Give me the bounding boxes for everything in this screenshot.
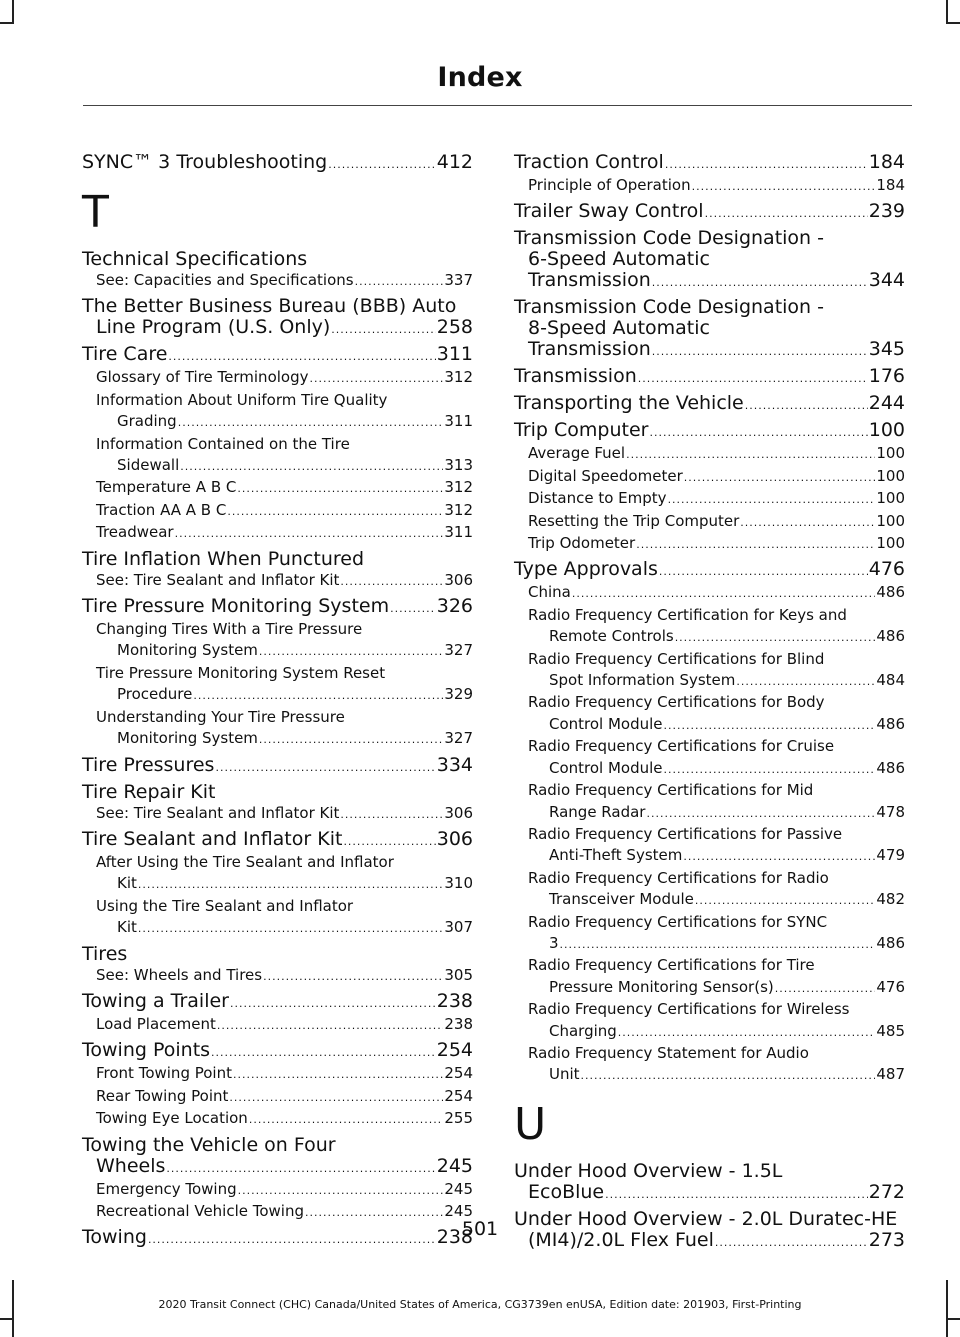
index-entry (82, 778, 473, 803)
page-reference[interactable]: 485 (876, 1021, 905, 1040)
dot-leader (665, 154, 868, 175)
dot-leader (259, 641, 443, 662)
entry-text: (MI4)/2.0L Flex Fuel (528, 1228, 714, 1251)
page-reference[interactable]: 100 (876, 466, 905, 485)
entry-text: Radio Frequency Certifications for Mid (528, 781, 814, 800)
dot-leader (646, 803, 875, 824)
entry-text: Range Radar (549, 802, 646, 821)
page-reference[interactable]: 327 (444, 641, 473, 660)
page-reference[interactable]: 312 (444, 500, 473, 519)
index-entry (82, 987, 473, 1014)
entry-text: Radio Frequency Certifications for Passive (528, 824, 843, 843)
page-number: 501 (461, 1218, 499, 1240)
entry-text: Information About Uniform Tire Quality (96, 390, 388, 409)
dot-leader (638, 368, 868, 389)
dot-leader (705, 203, 868, 224)
entry-text: Load Placement (96, 1014, 216, 1033)
index-entry (82, 825, 473, 852)
index-subentry (82, 390, 473, 434)
index-entry (82, 545, 473, 570)
page-title: Index (437, 62, 523, 93)
entry-text: Type Approvals (514, 558, 658, 581)
page-reference[interactable]: 258 (436, 316, 473, 339)
entry-text: Towing the Vehicle on Four (82, 1133, 336, 1156)
index-subentry (514, 511, 905, 533)
page-reference[interactable]: 312 (444, 478, 473, 497)
page-reference[interactable]: 311 (436, 343, 473, 366)
index-subentry (514, 955, 905, 999)
crop-mark (946, 1318, 960, 1320)
entry-text: Tire Pressures (82, 753, 215, 776)
dot-leader (745, 395, 868, 416)
entry-text: 6-Speed Automatic (528, 248, 710, 271)
entry-text: Remote Controls (549, 627, 674, 646)
crop-mark (0, 22, 14, 24)
index-entry (82, 340, 473, 367)
dot-leader (683, 846, 875, 867)
page-reference[interactable]: 100 (876, 444, 905, 463)
entry-text: Average Fuel (528, 444, 626, 463)
dot-leader (166, 1158, 435, 1179)
header-divider (83, 105, 912, 106)
index-subentry (82, 434, 473, 478)
page-reference[interactable]: 238 (444, 1014, 473, 1033)
entry-text: Tire Sealant and Inflator Kit (82, 827, 343, 850)
entry-text: 8-Speed Automatic (528, 317, 710, 340)
entry-text: Kit (117, 918, 137, 937)
page-reference[interactable]: 305 (444, 965, 473, 984)
index-subentry (514, 780, 905, 824)
index-subentry (514, 999, 905, 1043)
dot-leader (230, 993, 436, 1014)
index-subentry (82, 477, 473, 499)
page-reference[interactable]: 254 (436, 1039, 473, 1062)
page-reference[interactable]: 486 (876, 583, 905, 602)
dot-leader (684, 467, 876, 488)
index-subentry (82, 896, 473, 940)
page-reference[interactable]: 486 (876, 758, 905, 777)
dot-leader (626, 444, 875, 465)
entry-text: Digital Speedometer (528, 466, 683, 485)
crop-mark (12, 0, 14, 24)
index-subentry (82, 619, 473, 663)
page-reference[interactable]: 479 (876, 846, 905, 865)
page-reference[interactable]: 482 (876, 890, 905, 909)
index-entry (82, 751, 473, 778)
entry-text: Monitoring System (117, 641, 258, 660)
page-reference[interactable]: 306 (444, 570, 473, 589)
index-column-left (82, 148, 473, 1250)
entry-text: Kit (117, 874, 137, 893)
page-reference[interactable]: 476 (876, 977, 905, 996)
dot-leader (618, 1022, 876, 1043)
page-reference[interactable]: 239 (868, 200, 905, 223)
index-subentry (514, 736, 905, 780)
page-reference[interactable]: 478 (876, 802, 905, 821)
entry-text: Using the Tire Sealant and Inflator (96, 896, 354, 915)
entry-text: Radio Frequency Certifications for Tire (528, 956, 815, 975)
entry-text: Radio Frequency Certifications for Wireless (528, 1000, 850, 1019)
entry-text: Traction AA A B C (96, 500, 227, 519)
entry-text: Line Program (U.S. Only) (96, 316, 331, 339)
page-reference[interactable]: 337 (444, 271, 473, 289)
dot-leader (636, 534, 875, 555)
page-reference[interactable]: 255 (444, 1109, 473, 1128)
dot-leader (217, 1015, 443, 1036)
dot-leader (659, 561, 868, 582)
entry-text: Radio Frequency Certifications for Blind (528, 649, 825, 668)
index-subentry (514, 649, 905, 693)
page-reference[interactable]: 272 (868, 1180, 905, 1203)
index-subentry (514, 466, 905, 488)
index-entry (514, 148, 905, 175)
entry-text: See: Tire Sealant and Inflator Kit (96, 803, 340, 822)
entry-text: Spot Information System (549, 671, 736, 690)
entry-text: Treadwear (96, 523, 174, 542)
index-entry (82, 292, 473, 340)
dot-leader (263, 966, 443, 987)
page-reference[interactable]: 312 (444, 368, 473, 387)
page-reference[interactable]: 100 (876, 511, 905, 530)
entry-text: Control Module (549, 714, 663, 733)
entry-text: Rear Towing Point (96, 1086, 229, 1105)
page-reference[interactable]: 311 (444, 412, 473, 431)
page-reference[interactable]: 327 (444, 729, 473, 748)
index-subentry (82, 663, 473, 707)
entry-text: Radio Frequency Certification for Keys and (528, 605, 847, 624)
entry-text: Towing Points (82, 1039, 211, 1062)
dot-leader (178, 412, 444, 433)
entry-text: China (528, 583, 571, 602)
entry-text: Towing Eye Location (96, 1109, 248, 1128)
dot-leader (652, 272, 868, 293)
index-entry (514, 224, 905, 293)
dot-leader (664, 715, 876, 736)
entry-text: Radio Frequency Certifications for Body (528, 693, 825, 712)
page-reference[interactable]: 245 (444, 1179, 473, 1198)
entry-text: Sidewall (117, 456, 180, 475)
index-subentry (82, 707, 473, 751)
dot-leader (309, 368, 443, 389)
index-entry (82, 148, 473, 175)
entry-text: Wheels (96, 1154, 166, 1177)
index-letter-heading: T (82, 187, 109, 238)
dot-leader (229, 1087, 443, 1108)
dot-leader (138, 918, 443, 939)
page-reference[interactable]: 245 (444, 1201, 473, 1220)
entry-text: Glossary of Tire Terminology (96, 368, 309, 387)
page-reference[interactable]: 100 (876, 489, 905, 508)
dot-leader (355, 271, 444, 292)
entry-text: Trailer Sway Control (514, 200, 704, 223)
entry-text: After Using the Tire Sealant and Inflator (96, 852, 394, 871)
index-subentry (82, 803, 473, 825)
page-reference[interactable]: 486 (876, 933, 905, 952)
dot-leader (175, 523, 444, 544)
entry-text: Understanding Your Tire Pressure (96, 707, 345, 726)
index-entry (514, 416, 905, 443)
dot-leader (649, 422, 867, 443)
entry-text: Transmission Code Designation - (514, 296, 824, 319)
page-reference[interactable]: 184 (876, 176, 905, 194)
index-entry (82, 1036, 473, 1063)
dot-leader (138, 874, 443, 895)
dot-leader (343, 831, 435, 852)
entry-text: Distance to Empty (528, 489, 667, 508)
dot-leader (668, 489, 876, 510)
index-subentry (514, 488, 905, 510)
entry-text: EcoBlue (528, 1180, 605, 1203)
index-entry (514, 389, 905, 416)
crop-mark (946, 22, 960, 24)
dot-leader (675, 627, 876, 648)
page-reference[interactable]: 334 (436, 753, 473, 776)
crop-mark (946, 0, 948, 24)
entry-text: Radio Frequency Certifications for Cruise (528, 737, 835, 756)
entry-text: Traction Control (514, 151, 664, 173)
index-letter-heading: U (514, 1098, 547, 1150)
entry-text: Procedure (117, 685, 193, 704)
entry-text: Tire Repair Kit (82, 780, 216, 803)
entry-text: Tire Inflation When Punctured (82, 547, 365, 570)
entry-text: Front Towing Point (96, 1064, 232, 1083)
page-reference[interactable]: 486 (876, 714, 905, 733)
entry-text: Radio Frequency Certifications for SYNC (528, 912, 828, 931)
entry-text: Tires (82, 942, 128, 965)
index-subentry (514, 912, 905, 956)
page-reference[interactable]: 244 (868, 392, 905, 415)
page-reference[interactable]: 273 (868, 1228, 905, 1251)
dot-leader (664, 759, 876, 780)
entry-text: 3 (549, 933, 559, 952)
dot-leader (605, 1184, 868, 1205)
page-reference[interactable]: 100 (868, 419, 905, 442)
entry-text: SYNC™ 3 Troubleshooting (82, 151, 328, 173)
entry-text: See: Tire Sealant and Inflator Kit (96, 570, 340, 589)
page-reference[interactable]: 486 (876, 627, 905, 646)
entry-text: See: Capacities and Specifications (96, 271, 354, 289)
entry-text: Transmission Code Designation - (514, 227, 824, 250)
page-reference[interactable]: 306 (436, 827, 473, 850)
entry-text: Control Module (549, 758, 663, 777)
entry-text: Transmission (514, 365, 637, 388)
dot-leader (227, 501, 443, 522)
dot-leader (390, 598, 436, 619)
entry-text: Towing a Trailer (82, 989, 229, 1012)
entry-text: Principle of Operation (528, 176, 691, 194)
index-entry (82, 592, 473, 619)
index-subentry (514, 443, 905, 465)
index-subentry (82, 570, 473, 592)
entry-text: Trip Odometer (528, 534, 636, 553)
index-subentry (82, 270, 473, 292)
page-reference[interactable]: 306 (444, 803, 473, 822)
dot-leader (652, 341, 868, 362)
page-reference[interactable]: 100 (876, 534, 905, 553)
page-reference[interactable]: 313 (444, 456, 473, 475)
page-reference[interactable]: 238 (436, 989, 473, 1012)
page-reference[interactable]: 326 (436, 595, 473, 618)
entry-text: Radio Frequency Certifications for Radio (528, 868, 829, 887)
dot-leader (259, 729, 443, 750)
page-reference[interactable]: 238 (436, 1226, 473, 1249)
entry-text: Anti-Theft System (549, 846, 683, 865)
entry-text: Technical Specifications (82, 248, 308, 270)
page-reference[interactable]: 176 (868, 365, 905, 388)
page-reference[interactable]: 412 (436, 151, 473, 173)
index-entry (514, 293, 905, 362)
index-entry (514, 362, 905, 389)
dot-leader (328, 154, 435, 175)
page-reference[interactable]: 307 (444, 918, 473, 937)
index-subentry (82, 1179, 473, 1201)
index-entry (82, 245, 473, 270)
entry-text: Resetting the Trip Computer (528, 511, 740, 530)
index-entry (82, 940, 473, 965)
page-reference[interactable]: 484 (876, 671, 905, 690)
index-subentry (82, 367, 473, 389)
dot-leader (581, 1065, 876, 1086)
entry-text: Charging (549, 1021, 617, 1040)
page-reference[interactable]: 310 (444, 874, 473, 893)
page-reference[interactable]: 311 (444, 523, 473, 542)
index-subentry (82, 1063, 473, 1085)
entry-text: The Better Business Bureau (BBB) Auto (82, 295, 457, 318)
entry-text: Transmission (528, 269, 651, 292)
index-subentry (514, 1043, 905, 1087)
index-entry (514, 555, 905, 582)
entry-text: Temperature A B C (96, 478, 237, 497)
entry-text: Tire Pressure Monitoring System (82, 595, 390, 618)
crop-mark (0, 1318, 14, 1320)
entry-text: Tire Pressure Monitoring System Reset (96, 663, 386, 682)
entry-text: Under Hood Overview - 2.0L Duratec-HE (514, 1207, 898, 1230)
index-subentry (82, 500, 473, 522)
entry-text: Transceiver Module (549, 890, 694, 909)
index-subentry (82, 965, 473, 987)
index-subentry (514, 824, 905, 868)
index-subentry (514, 175, 905, 197)
entry-text: Towing (82, 1226, 147, 1249)
entry-text: Information Contained on the Tire (96, 434, 350, 453)
dot-leader (211, 1042, 436, 1063)
page-reference[interactable]: 487 (876, 1065, 905, 1084)
dot-leader (740, 512, 875, 533)
index-subentry (82, 852, 473, 896)
entry-text: Under Hood Overview - 1.5L (514, 1159, 783, 1182)
index-subentry (514, 692, 905, 736)
index-entry (514, 197, 905, 224)
index-subentry (82, 1086, 473, 1108)
dot-leader (180, 456, 443, 477)
entry-text: Trip Computer (514, 419, 649, 442)
entry-text: Transmission (528, 338, 651, 361)
entry-text: Recreational Vehicle Towing (96, 1201, 305, 1220)
entry-text: Emergency Towing (96, 1179, 237, 1198)
entry-text: Tire Care (82, 343, 168, 366)
entry-text: Grading (117, 412, 177, 431)
index-subentry (82, 522, 473, 544)
dot-leader (331, 319, 435, 340)
page-reference[interactable]: 344 (868, 269, 905, 292)
page-reference[interactable]: 184 (868, 151, 905, 173)
dot-leader (238, 1180, 444, 1201)
entry-text: Monitoring System (117, 729, 258, 748)
entry-text: Unit (549, 1065, 580, 1084)
entry-text: Transporting the Vehicle (514, 392, 744, 415)
dot-leader (572, 583, 876, 604)
index-column-right (514, 148, 905, 1253)
index-subentry (514, 582, 905, 604)
index-subentry (82, 1014, 473, 1036)
entry-text: Radio Frequency Statement for Audio (528, 1043, 809, 1062)
dot-leader (249, 1109, 444, 1130)
dot-leader (215, 757, 435, 778)
dot-leader (775, 978, 876, 999)
dot-leader (736, 671, 875, 692)
page-reference[interactable]: 476 (868, 558, 905, 581)
dot-leader (168, 346, 435, 367)
index-entry (514, 1157, 905, 1205)
index-subentry (514, 868, 905, 912)
page-reference[interactable]: 329 (444, 685, 473, 704)
page-reference[interactable]: 345 (868, 338, 905, 361)
dot-leader (695, 890, 875, 911)
dot-leader (560, 934, 876, 955)
page-reference[interactable]: 245 (436, 1154, 473, 1177)
dot-leader (340, 571, 443, 592)
entry-text: Changing Tires With a Tire Pressure (96, 620, 363, 639)
index-entry (82, 1131, 473, 1179)
page-reference[interactable]: 254 (444, 1064, 473, 1083)
index-subentry (514, 605, 905, 649)
footer-text: 2020 Transit Connect (CHC) Canada/United States of America, CG3739en enUSA, Edition date: 201903, First-Printing (158, 1298, 802, 1311)
index-subentry (82, 1108, 473, 1130)
entry-text: Pressure Monitoring Sensor(s) (549, 977, 774, 996)
entry-text: See: Wheels and Tires (96, 965, 263, 984)
page-reference[interactable]: 254 (444, 1086, 473, 1105)
dot-leader (233, 1064, 443, 1085)
dot-leader (340, 804, 443, 825)
dot-leader (193, 685, 443, 706)
dot-leader (692, 176, 876, 197)
index-subentry (514, 533, 905, 555)
dot-leader (237, 478, 443, 499)
